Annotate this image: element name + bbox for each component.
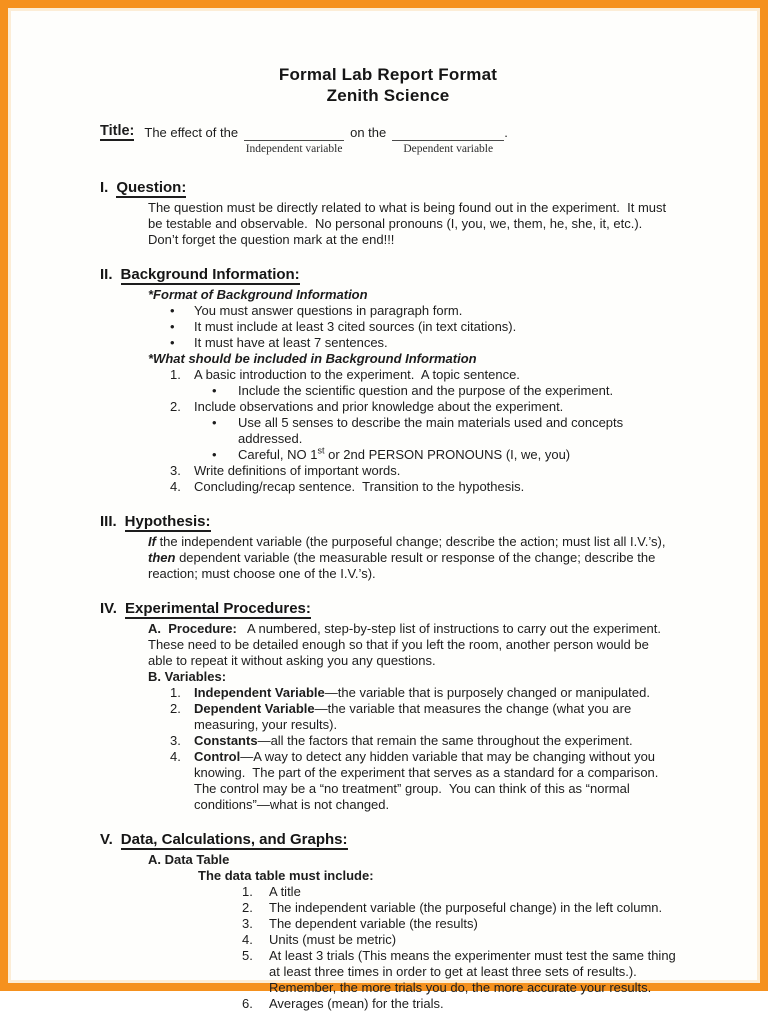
section-background-heading bbox=[100, 265, 676, 284]
if-keyword: If bbox=[148, 534, 156, 549]
list-item: • You must answer questions in paragraph form. bbox=[170, 303, 463, 318]
bullet-icon: • bbox=[170, 303, 175, 318]
section-data bbox=[100, 830, 680, 1012]
bullet-icon: • bbox=[170, 335, 175, 350]
title-label: Title: bbox=[100, 123, 135, 139]
section-background-title: Background Information: bbox=[120, 266, 300, 283]
document-title bbox=[100, 64, 676, 106]
list-item: • Use all 5 senses to describe the main materials used and concepts addressed. bbox=[212, 415, 627, 446]
section-question-numeral: I. bbox=[100, 179, 109, 196]
then-keyword: then bbox=[148, 550, 176, 565]
title-line bbox=[100, 123, 676, 141]
question-body: The question must be directly related to what is being found out in the experiment. It must be testable and observable. No personal pronouns (I, you, we, them, he, she, it, etc.). Don’t forget the question mark at the end!!! bbox=[148, 200, 670, 247]
term-constants: Constants bbox=[194, 733, 258, 748]
title-text-pre: The effect of the bbox=[144, 125, 239, 140]
dependent-variable-caption: Dependent variable bbox=[403, 143, 494, 155]
list-item: 3. Constants—all the factors that remain the same throughout the experiment. bbox=[170, 733, 633, 748]
list-item: • It must have at least 7 sentences. bbox=[170, 335, 388, 350]
list-item: 2. Include observations and prior knowledge about the experiment. bbox=[170, 399, 564, 414]
data-table-label: A. Data Table bbox=[148, 852, 230, 867]
term-control: Control bbox=[194, 749, 241, 764]
list-item: • Include the scientific question and the purpose of the experiment. bbox=[212, 383, 614, 398]
title-fill-in-row bbox=[100, 123, 676, 161]
list-item: 1. A basic introduction to the experiment. A topic sentence. bbox=[170, 367, 520, 382]
section-question bbox=[100, 178, 676, 248]
include-label: *What should be included in Background Information bbox=[148, 351, 477, 366]
section-procedures bbox=[100, 599, 676, 813]
list-item: 4. Concluding/recap sentence. Transition to the hypothesis. bbox=[170, 479, 525, 494]
list-item: 4. Control—A way to detect any hidden variable that may be changing without you knowing. The part of the experiment that serves as a standard for a comparison. The control may be a “no treatment” group. You can think of this as “normal conditions”—what is not changed. bbox=[170, 749, 666, 812]
section-hypothesis-title: Hypothesis: bbox=[124, 513, 211, 530]
procedure-label: A. Procedure: bbox=[148, 621, 237, 636]
section-data-numeral: V. bbox=[100, 831, 113, 848]
list-item: 4. Units (must be metric) bbox=[242, 932, 397, 947]
section-question-title: Question: bbox=[116, 179, 187, 196]
list-item: 2. Dependent Variable—the variable that measures the change (what you are measuring, your results). bbox=[170, 701, 635, 732]
section-background-numeral: II. bbox=[100, 266, 113, 283]
section-hypothesis-heading bbox=[100, 512, 676, 531]
format-label: *Format of Background Information bbox=[148, 287, 368, 302]
superscript-st: st bbox=[317, 445, 325, 456]
list-item: 1. A title bbox=[242, 884, 301, 899]
section-question-heading bbox=[100, 178, 676, 197]
independent-variable-caption: Independent variable bbox=[245, 143, 343, 155]
dependent-variable-blank bbox=[392, 127, 504, 141]
list-item: • Careful, NO 1st or 2nd PERSON PRONOUNS (I, we, you) bbox=[212, 445, 571, 462]
list-item: 3. Write definitions of important words. bbox=[170, 463, 401, 478]
procedure-paragraph: A. Procedure: A numbered, step-by-step list of instructions to carry out the experiment. These need to be detailed enough so that if you left the room, another person would be able to repeat it without asking you any questions. bbox=[148, 621, 669, 668]
bullet-icon: • bbox=[170, 319, 175, 334]
must-include-label: The data table must include: bbox=[198, 868, 374, 883]
hypothesis-body: If the independent variable (the purposeful change; describe the action; must list all I.V.’s), then dependent variable (the measurable result or response of the change; describe the reaction; must choose one of the I.V.’s). bbox=[148, 534, 670, 581]
section-data-heading bbox=[100, 830, 676, 849]
bullet-icon: • bbox=[212, 447, 217, 462]
section-procedures-title: Experimental Procedures: bbox=[124, 600, 311, 617]
document-content bbox=[8, 8, 760, 1012]
list-item: 3. The dependent variable (the results) bbox=[242, 916, 478, 931]
document-title-line1: Formal Lab Report Format bbox=[278, 65, 498, 84]
bullet-icon: • bbox=[212, 415, 217, 430]
bullet-icon: • bbox=[212, 383, 217, 398]
term-independent-variable: Independent Variable bbox=[194, 685, 325, 700]
variables-label: B. Variables: bbox=[148, 669, 227, 684]
independent-variable-blank bbox=[244, 127, 344, 141]
section-data-title: Data, Calculations, and Graphs: bbox=[120, 831, 348, 848]
title-period: . bbox=[504, 125, 508, 140]
term-dependent-variable: Dependent Variable bbox=[194, 701, 315, 716]
list-item: 5. At least 3 trials (This means the experimenter must test the same thing at least three times in order to get at least three sets of results.). Remember, the more trials you do, the more accurate your results. bbox=[242, 948, 680, 995]
list-item: • It must include at least 3 cited sources (in text citations). bbox=[170, 319, 517, 334]
section-procedures-numeral: IV. bbox=[100, 600, 117, 617]
section-background bbox=[100, 265, 676, 495]
title-text-mid: on the bbox=[350, 125, 387, 140]
list-item: 2. The independent variable (the purposeful change) in the left column. bbox=[242, 900, 663, 915]
list-item: 6. Averages (mean) for the trials. bbox=[242, 996, 444, 1011]
document-title-line2: Zenith Science bbox=[326, 86, 450, 105]
section-procedures-heading bbox=[100, 599, 676, 618]
list-item: 1. Independent Variable—the variable that is purposely changed or manipulated. bbox=[170, 685, 650, 700]
blank-captions-line bbox=[100, 143, 676, 161]
section-hypothesis-numeral: III. bbox=[100, 513, 117, 530]
section-hypothesis bbox=[100, 512, 676, 582]
